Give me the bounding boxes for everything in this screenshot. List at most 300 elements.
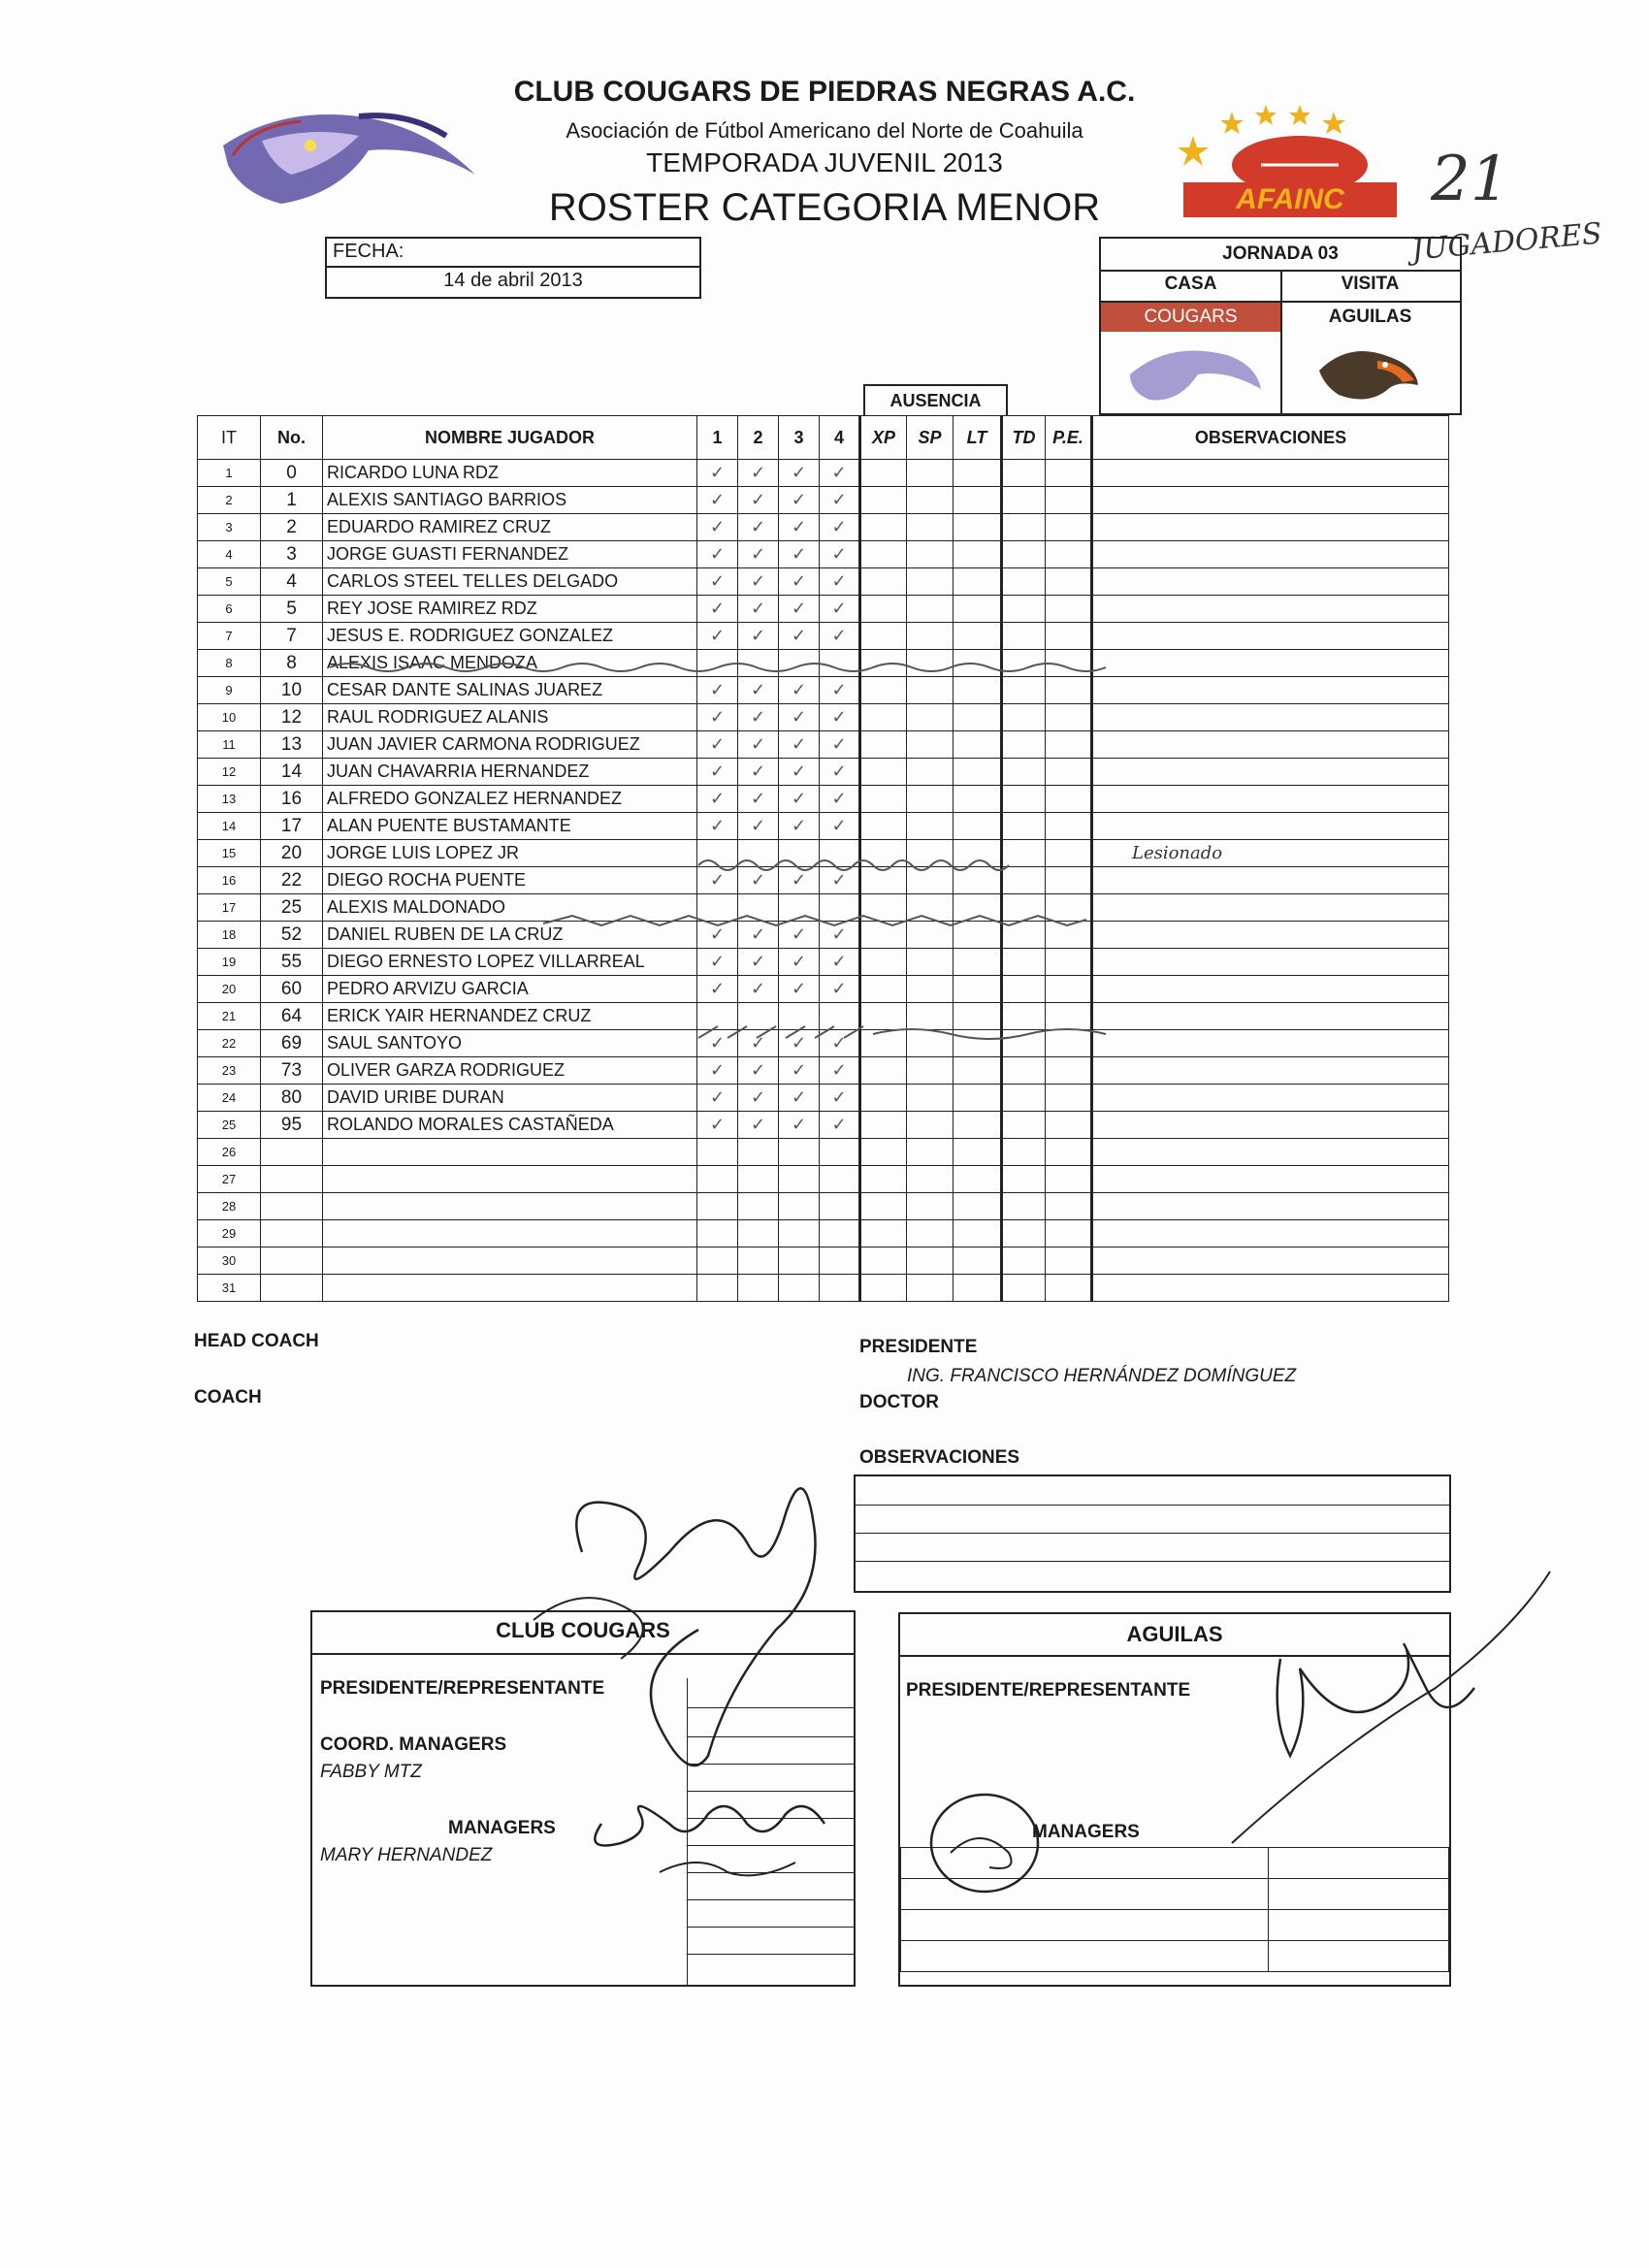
home-manager-signature-icon [582, 1785, 834, 1892]
home-president-signature-icon [524, 1436, 834, 1785]
col-header-xp: XP [860, 416, 907, 460]
row-q3: ✓ [779, 460, 820, 487]
row-q1 [697, 1220, 738, 1247]
row-q4: ✓ [820, 867, 860, 894]
row-player-name: EDUARDO RAMIREZ CRUZ [323, 514, 697, 541]
afainc-logo-text: AFAINC [1236, 183, 1344, 215]
row-q1: ✓ [697, 704, 738, 731]
club-title: CLUB COUGARS DE PIEDRAS NEGRAS A.C. [513, 76, 1136, 108]
row-lt [954, 514, 1002, 541]
row-it: 20 [198, 976, 261, 1003]
presidente-name: ING. FRANCISCO HERNÁNDEZ DOMÍNGUEZ [907, 1366, 1297, 1386]
row-lt [954, 541, 1002, 568]
row-it: 6 [198, 596, 261, 623]
doctor-label: DOCTOR [859, 1392, 939, 1412]
row-q1: ✓ [697, 813, 738, 840]
row-observaciones [1092, 514, 1449, 541]
row-q1: ✓ [697, 1057, 738, 1085]
home-team: COUGARS [1101, 303, 1280, 332]
away-team: AGUILAS [1328, 307, 1412, 327]
row-td [1002, 677, 1046, 704]
row-q4: ✓ [820, 976, 860, 1003]
row-it: 17 [198, 894, 261, 922]
fecha-label: FECHA: [333, 241, 404, 262]
row-number: 16 [261, 786, 323, 813]
row-lt [954, 460, 1002, 487]
row-number: 64 [261, 1003, 323, 1030]
strike-scribble-icon [698, 1024, 1106, 1044]
table-row [198, 1057, 1449, 1085]
row-lt [954, 596, 1002, 623]
row-q2: ✓ [738, 949, 779, 976]
row-number: 17 [261, 813, 323, 840]
row-q1: ✓ [697, 867, 738, 894]
row-q2: ✓ [738, 704, 779, 731]
row-lt [954, 1247, 1002, 1275]
row-number: 20 [261, 840, 323, 867]
row-xp [860, 759, 907, 786]
row-q4 [820, 1166, 860, 1193]
row-td [1002, 514, 1046, 541]
row-xp [860, 1085, 907, 1112]
row-q1: ✓ [697, 759, 738, 786]
row-xp [860, 1220, 907, 1247]
row-player-name: CESAR DANTE SALINAS JUAREZ [323, 677, 697, 704]
row-td [1002, 1139, 1046, 1166]
row-q2: ✓ [738, 1112, 779, 1139]
row-it: 16 [198, 867, 261, 894]
row-observaciones [1092, 1139, 1449, 1166]
coach-label: COACH [194, 1387, 262, 1408]
row-number: 2 [261, 514, 323, 541]
row-player-name: DAVID URIBE DURAN [323, 1085, 697, 1112]
row-pe [1046, 541, 1092, 568]
row-xp [860, 487, 907, 514]
table-row [198, 1166, 1449, 1193]
row-player-name: DIEGO ROCHA PUENTE [323, 867, 697, 894]
row-player-name: DIEGO ERNESTO LOPEZ VILLARREAL [323, 949, 697, 976]
row-lt [954, 949, 1002, 976]
row-player-name: ALFREDO GONZALEZ HERNANDEZ [323, 786, 697, 813]
row-lt [954, 1139, 1002, 1166]
row-it: 22 [198, 1030, 261, 1057]
row-pe [1046, 731, 1092, 759]
col-header-q2: 2 [738, 416, 779, 460]
row-it: 5 [198, 568, 261, 596]
row-lt [954, 1085, 1002, 1112]
row-q1 [697, 1139, 738, 1166]
row-q3: ✓ [779, 922, 820, 949]
row-number [261, 1275, 323, 1302]
row-player-name: JUAN JAVIER CARMONA RODRIGUEZ [323, 731, 697, 759]
row-number: 3 [261, 541, 323, 568]
row-pe [1046, 514, 1092, 541]
row-sp [907, 1085, 954, 1112]
row-q4: ✓ [820, 1112, 860, 1139]
row-pe [1046, 1247, 1092, 1275]
row-it: 10 [198, 704, 261, 731]
row-number: 8 [261, 650, 323, 677]
row-sp [907, 596, 954, 623]
row-q1: ✓ [697, 677, 738, 704]
row-q1: ✓ [697, 731, 738, 759]
row-pe [1046, 568, 1092, 596]
table-row [198, 1247, 1449, 1275]
row-pe [1046, 1275, 1092, 1302]
row-xp [860, 623, 907, 650]
row-q1: ✓ [697, 976, 738, 1003]
row-q2 [738, 1139, 779, 1166]
col-header-lt: LT [954, 416, 1002, 460]
row-q2: ✓ [738, 867, 779, 894]
row-it: 19 [198, 949, 261, 976]
row-lt [954, 976, 1002, 1003]
row-pe [1046, 759, 1092, 786]
row-player-name: RAUL RODRIGUEZ ALANIS [323, 704, 697, 731]
row-td [1002, 487, 1046, 514]
table-row [198, 487, 1449, 514]
row-pe [1046, 596, 1092, 623]
row-pe [1046, 976, 1092, 1003]
row-observaciones [1092, 867, 1449, 894]
row-xp [860, 1057, 907, 1085]
row-number: 14 [261, 759, 323, 786]
jornada-box [1099, 237, 1462, 415]
row-observaciones [1092, 1247, 1449, 1275]
row-it: 9 [198, 677, 261, 704]
row-it: 31 [198, 1275, 261, 1302]
row-player-name: OLIVER GARZA RODRIGUEZ [323, 1057, 697, 1085]
row-td [1002, 568, 1046, 596]
row-q1 [697, 1166, 738, 1193]
row-observaciones [1092, 541, 1449, 568]
row-xp [860, 460, 907, 487]
row-observaciones [1092, 1112, 1449, 1139]
row-sp [907, 976, 954, 1003]
row-xp [860, 786, 907, 813]
row-q1: ✓ [697, 949, 738, 976]
row-td [1002, 623, 1046, 650]
row-q4 [820, 1139, 860, 1166]
row-player-name: ALEXIS ISAAC MENDOZA [323, 650, 697, 677]
row-number: 25 [261, 894, 323, 922]
fecha-value: 14 de abril 2013 [443, 270, 583, 291]
row-lt [954, 1220, 1002, 1247]
row-observaciones [1092, 1166, 1449, 1193]
row-q4: ✓ [820, 487, 860, 514]
row-td [1002, 1275, 1046, 1302]
row-q2: ✓ [738, 596, 779, 623]
row-player-name [323, 1220, 697, 1247]
presidente-label: PRESIDENTE [859, 1337, 978, 1357]
table-row [198, 1275, 1449, 1302]
row-it: 11 [198, 731, 261, 759]
roster-title: ROSTER CATEGORIA MENOR [548, 186, 1101, 229]
row-q2: ✓ [738, 731, 779, 759]
row-sp [907, 1193, 954, 1220]
row-xp [860, 1112, 907, 1139]
row-q1 [697, 1275, 738, 1302]
row-player-name: DANIEL RUBEN DE LA CRUZ [323, 922, 697, 949]
row-q4: ✓ [820, 1085, 860, 1112]
row-observaciones [1092, 650, 1449, 677]
row-td [1002, 1112, 1046, 1139]
eagle-logo-icon [1310, 341, 1426, 405]
row-it: 8 [198, 650, 261, 677]
row-number: 73 [261, 1057, 323, 1085]
row-it: 3 [198, 514, 261, 541]
row-q3: ✓ [779, 1112, 820, 1139]
row-observaciones [1092, 704, 1449, 731]
row-q2: ✓ [738, 759, 779, 786]
row-xp [860, 813, 907, 840]
row-td [1002, 813, 1046, 840]
row-observaciones [1092, 1193, 1449, 1220]
row-observaciones [1092, 1003, 1449, 1030]
row-sp [907, 731, 954, 759]
row-pe [1046, 1193, 1092, 1220]
row-q1: ✓ [697, 541, 738, 568]
row-q4: ✓ [820, 704, 860, 731]
row-it: 26 [198, 1139, 261, 1166]
away-sign-title: AGUILAS [1126, 1622, 1223, 1646]
row-q2: ✓ [738, 487, 779, 514]
row-q3: ✓ [779, 731, 820, 759]
row-it: 27 [198, 1166, 261, 1193]
away-managers-label: MANAGERS [1032, 1822, 1140, 1842]
row-sp [907, 949, 954, 976]
row-number [261, 1166, 323, 1193]
row-it: 4 [198, 541, 261, 568]
row-q3 [779, 1139, 820, 1166]
row-td [1002, 541, 1046, 568]
season-title: TEMPORADA JUVENIL 2013 [646, 147, 1003, 178]
row-td [1002, 1057, 1046, 1085]
row-td [1002, 1193, 1046, 1220]
row-q1: ✓ [697, 1085, 738, 1112]
row-it: 25 [198, 1112, 261, 1139]
row-player-name: PEDRO ARVIZU GARCIA [323, 976, 697, 1003]
row-it: 7 [198, 623, 261, 650]
row-td [1002, 976, 1046, 1003]
row-observaciones [1092, 487, 1449, 514]
row-it: 23 [198, 1057, 261, 1085]
row-q1: ✓ [697, 460, 738, 487]
row-q2 [738, 1220, 779, 1247]
col-header-q1: 1 [697, 416, 738, 460]
row-sp [907, 1166, 954, 1193]
row-observaciones [1092, 813, 1449, 840]
row-td [1002, 1166, 1046, 1193]
row-pe [1046, 460, 1092, 487]
row-player-name [323, 1247, 697, 1275]
row-q4: ✓ [820, 677, 860, 704]
row-q3: ✓ [779, 623, 820, 650]
col-header-it: IT [198, 416, 261, 460]
row-number: 12 [261, 704, 323, 731]
row-it: 24 [198, 1085, 261, 1112]
row-q3 [779, 1220, 820, 1247]
row-q3 [779, 1166, 820, 1193]
row-number [261, 1220, 323, 1247]
row-pe [1046, 1220, 1092, 1247]
row-xp [860, 1139, 907, 1166]
row-sp [907, 759, 954, 786]
row-td [1002, 786, 1046, 813]
row-xp [860, 541, 907, 568]
home-sign-title: CLUB COUGARS [496, 1618, 670, 1642]
row-observaciones [1092, 1085, 1449, 1112]
row-number: 7 [261, 623, 323, 650]
row-number: 69 [261, 1030, 323, 1057]
row-q4: ✓ [820, 623, 860, 650]
row-td [1002, 704, 1046, 731]
afainc-logo [1174, 97, 1406, 223]
row-sp [907, 514, 954, 541]
row-q2: ✓ [738, 623, 779, 650]
observaciones-label: OBSERVACIONES [859, 1447, 1020, 1468]
table-row [198, 514, 1449, 541]
row-number: 95 [261, 1112, 323, 1139]
row-it: 21 [198, 1003, 261, 1030]
row-q3: ✓ [779, 568, 820, 596]
table-row [198, 677, 1449, 704]
row-pe [1046, 813, 1092, 840]
row-player-name: SAUL SANTOYO [323, 1030, 697, 1057]
row-pe [1046, 840, 1092, 867]
row-player-name: ALAN PUENTE BUSTAMANTE [323, 813, 697, 840]
table-row [198, 976, 1449, 1003]
row-q1: ✓ [697, 922, 738, 949]
row-td [1002, 731, 1046, 759]
row-q4 [820, 1247, 860, 1275]
row-q1: ✓ [697, 623, 738, 650]
table-row [198, 1085, 1449, 1112]
table-row [198, 568, 1449, 596]
row-q3: ✓ [779, 976, 820, 1003]
row-lt [954, 704, 1002, 731]
row-q1: ✓ [697, 786, 738, 813]
row-q4: ✓ [820, 731, 860, 759]
col-header-sp: SP [907, 416, 954, 460]
row-player-name: JESUS E. RODRIGUEZ GONZALEZ [323, 623, 697, 650]
row-q3 [779, 1247, 820, 1275]
row-xp [860, 596, 907, 623]
row-xp [860, 1275, 907, 1302]
col-header-pe: P.E. [1046, 416, 1092, 460]
row-player-name [323, 1166, 697, 1193]
row-lt [954, 1275, 1002, 1302]
row-number: 10 [261, 677, 323, 704]
row-pe [1046, 949, 1092, 976]
row-q2: ✓ [738, 976, 779, 1003]
row-q3: ✓ [779, 596, 820, 623]
row-q4 [820, 1275, 860, 1302]
row-number: 5 [261, 596, 323, 623]
row-player-name: ALEXIS SANTIAGO BARRIOS [323, 487, 697, 514]
row-q3: ✓ [779, 541, 820, 568]
row-pe [1046, 623, 1092, 650]
home-managers-label: MANAGERS [448, 1818, 556, 1838]
table-row [198, 704, 1449, 731]
row-sp [907, 487, 954, 514]
row-number [261, 1193, 323, 1220]
row-lt [954, 623, 1002, 650]
table-row [198, 541, 1449, 568]
row-td [1002, 949, 1046, 976]
row-it: 13 [198, 786, 261, 813]
row-number: 52 [261, 922, 323, 949]
row-observaciones [1092, 677, 1449, 704]
jornada-title: JORNADA 03 [1101, 239, 1460, 272]
row-pe [1046, 704, 1092, 731]
handwritten-count-label: JUGADORES [1409, 216, 1603, 268]
row-q1: ✓ [697, 1030, 738, 1057]
row-pe [1046, 1112, 1092, 1139]
table-row [198, 1193, 1449, 1220]
table-row [198, 1220, 1449, 1247]
row-q3: ✓ [779, 949, 820, 976]
strike-scribble-icon [543, 912, 1086, 931]
row-q4: ✓ [820, 813, 860, 840]
row-player-name: REY JOSE RAMIREZ RDZ [323, 596, 697, 623]
row-td [1002, 1085, 1046, 1112]
row-pe [1046, 1057, 1092, 1085]
table-row [198, 759, 1449, 786]
row-td [1002, 596, 1046, 623]
row-player-name: ROLANDO MORALES CASTAÑEDA [323, 1112, 697, 1139]
row-xp [860, 677, 907, 704]
col-header-name: NOMBRE JUGADOR [323, 416, 697, 460]
row-q3: ✓ [779, 487, 820, 514]
row-it: 30 [198, 1247, 261, 1275]
handwritten-player-count: 21 [1431, 144, 1510, 215]
home-presidente-label: PRESIDENTE/REPRESENTANTE [320, 1678, 605, 1699]
row-observaciones [1092, 759, 1449, 786]
row-it: 28 [198, 1193, 261, 1220]
cougar-small-logo-icon [1120, 336, 1266, 407]
table-row [198, 813, 1449, 840]
row-q2: ✓ [738, 1085, 779, 1112]
row-xp [860, 704, 907, 731]
row-q3: ✓ [779, 813, 820, 840]
table-row [198, 731, 1449, 759]
row-q4: ✓ [820, 949, 860, 976]
row-lt [954, 1193, 1002, 1220]
row-q2: ✓ [738, 786, 779, 813]
row-sp [907, 1139, 954, 1166]
row-player-name: JORGE LUIS LOPEZ JR [323, 840, 697, 867]
row-q4 [820, 1220, 860, 1247]
row-observaciones: Lesionado [1092, 840, 1449, 867]
row-player-name: JUAN CHAVARRIA HERNANDEZ [323, 759, 697, 786]
row-lt [954, 786, 1002, 813]
row-xp [860, 514, 907, 541]
row-observaciones [1092, 623, 1449, 650]
table-row [198, 1112, 1449, 1139]
row-observaciones [1092, 949, 1449, 976]
row-pe [1046, 1166, 1092, 1193]
row-q4: ✓ [820, 786, 860, 813]
row-q2: ✓ [738, 1030, 779, 1057]
row-q4: ✓ [820, 1057, 860, 1085]
row-q2: ✓ [738, 1057, 779, 1085]
row-number [261, 1247, 323, 1275]
row-observaciones [1092, 731, 1449, 759]
row-sp [907, 786, 954, 813]
row-td [1002, 1220, 1046, 1247]
row-sp [907, 813, 954, 840]
